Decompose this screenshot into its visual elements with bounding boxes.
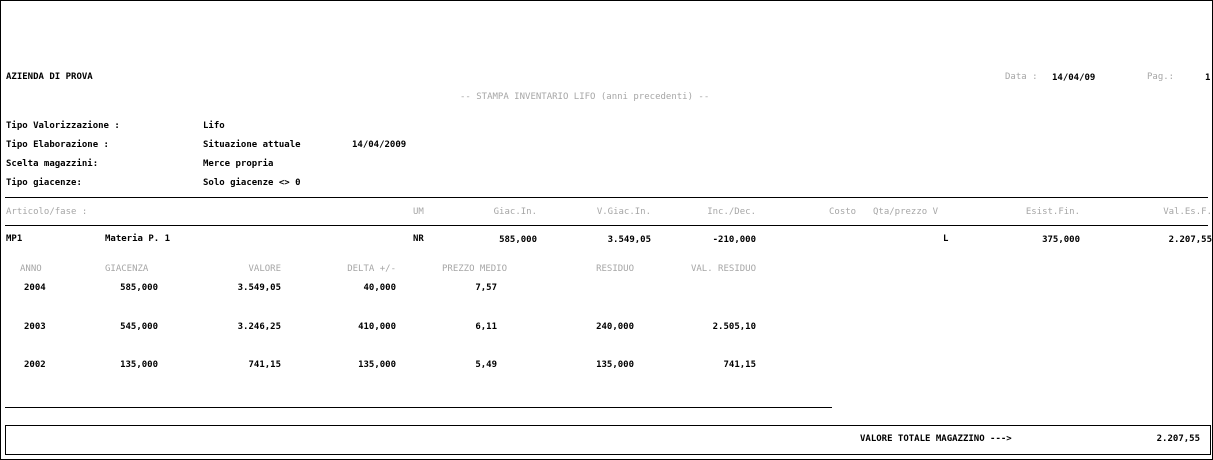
col-giac-in: Giac.In. [493,207,537,217]
detail-valore: 3.549,05 [237,283,281,293]
detail-col-prezzo-medio: PREZZO MEDIO [442,264,508,274]
detail-col-residuo: RESIDUO [596,264,634,274]
detail-valore: 3.246,25 [237,322,281,332]
param-extra-elaborazione: 14/04/2009 [352,140,407,150]
detail-col-giacenza: GIACENZA [105,264,149,274]
header-divider [5,197,1208,198]
param-value-valorizzazione: Lifo [203,121,225,131]
date-value: 14/04/09 [1052,73,1096,83]
detail-valore: 741,15 [248,360,281,370]
detail-prezzo-medio: 6,11 [475,322,497,332]
article-inc-dec: -210,000 [712,235,756,245]
col-articolo: Articolo/fase : [6,207,88,217]
col-esist-fin: Esist.Fin. [1025,207,1080,217]
page-number: 1 [1205,73,1211,83]
article-qta-prezzo: L [943,234,949,244]
param-value-giacenze: Solo giacenze <> 0 [203,178,301,188]
param-label-magazzini: Scelta magazzini: [6,159,99,169]
article-val-es-f: 2.207,55 [1168,235,1212,245]
detail-col-anno: ANNO [20,264,42,274]
columns-divider [5,225,1208,226]
col-v-giac-in: V.Giac.In. [596,207,651,217]
detail-delta: 410,000 [358,322,396,332]
detail-giacenza: 585,000 [120,283,158,293]
page-label: Pag.: [1147,72,1175,82]
total-box [5,425,1211,455]
detail-residuo: 240,000 [596,322,634,332]
detail-prezzo-medio: 5,49 [475,360,497,370]
detail-delta: 40,000 [363,283,396,293]
col-um: UM [413,207,424,217]
detail-col-delta: DELTA +/- [347,264,396,274]
detail-anno: 2002 [24,360,46,370]
param-label-valorizzazione: Tipo Valorizzazione : [6,121,120,131]
article-giac-in: 585,000 [499,235,537,245]
param-value-elaborazione: Situazione attuale [203,140,301,150]
article-v-giac-in: 3.549,05 [607,235,651,245]
article-esist-fin: 375,000 [1042,235,1080,245]
detail-delta: 135,000 [358,360,396,370]
col-qta-prezzo: Qta/prezzo V [873,207,939,217]
col-inc-dec: Inc./Dec. [707,207,756,217]
param-label-giacenze: Tipo giacenze: [6,178,82,188]
detail-residuo: 135,000 [596,360,634,370]
col-val-es-f: Val.Es.F. [1163,207,1212,217]
article-code: MP1 [6,234,23,244]
detail-val-residuo: 741,15 [723,360,756,370]
detail-prezzo-medio: 7,57 [475,283,497,293]
article-description: Materia P. 1 [105,234,171,244]
detail-col-valore: VALORE [248,264,281,274]
detail-val-residuo: 2.505,10 [712,322,756,332]
detail-giacenza: 545,000 [120,322,158,332]
company-name: AZIENDA DI PROVA [6,72,93,82]
param-label-elaborazione: Tipo Elaborazione : [6,140,109,150]
report-title: -- STAMPA INVENTARIO LIFO (anni precedenti) -- [460,92,710,102]
article-um: NR [413,234,424,244]
col-costo: Costo [829,207,857,217]
detail-col-val-residuo: VAL. RESIDUO [690,264,756,274]
total-label: VALORE TOTALE MAGAZZINO ---> [860,434,1012,444]
detail-giacenza: 135,000 [120,360,158,370]
total-value: 2.207,55 [1156,434,1200,444]
detail-end-divider [5,407,832,408]
detail-anno: 2004 [24,283,46,293]
detail-anno: 2003 [24,322,46,332]
date-label: Data : [1005,72,1038,82]
param-value-magazzini: Merce propria [203,159,274,169]
